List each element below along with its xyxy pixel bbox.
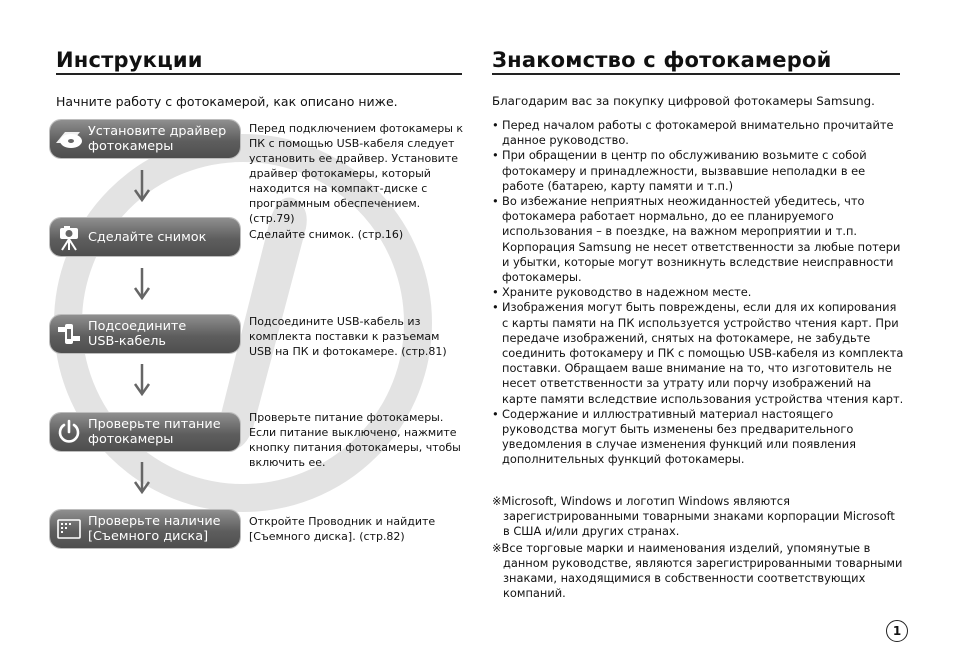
removable-disk-icon (50, 510, 88, 548)
step-connect-usb (50, 315, 240, 353)
right-intro: Благодарим вас за покупку цифровой фотокамеры Samsung. (492, 94, 875, 108)
camera-tripod-icon (50, 218, 88, 256)
step-description: Подсоедините USB-кабель из комплекта поставки к разъемам USB на ПК и фотокамере. (стр.81) (249, 315, 447, 358)
left-title-rule (56, 73, 462, 75)
list-item: • Перед началом работы с фотокамерой внимательно прочитайте данное руководство. (492, 118, 904, 148)
bullet-list (492, 118, 904, 468)
right-title-rule (492, 73, 900, 75)
down-arrow-icon (133, 268, 151, 300)
left-intro: Начните работу с фотокамерой, как описано ниже. (56, 94, 398, 109)
list-item: • Храните руководство в надежном месте. (492, 285, 904, 300)
down-arrow-icon (133, 462, 151, 494)
left-title: Инструкции (56, 48, 203, 72)
list-item: • Содержание и иллюстративный материал настоящего руководства могут быть изменены без предварительного уведомления в случае изменения функций или появления дополнительных функций фотокамеры. (492, 407, 904, 468)
down-arrow-icon (133, 364, 151, 396)
trademark-note: ※Все торговые марки и наименования изделий, упомянутые в данном руководстве, являются зарегистрированными товарными знаками, находящимися в собственности соответствующих компаний. (492, 540, 903, 601)
step-description: Откройте Проводник и найдите [Съемного диска]. (стр.82) (249, 515, 436, 543)
power-icon (50, 413, 88, 451)
step-label: Проверьте питание фотокамеры (88, 417, 221, 447)
down-arrow-icon (133, 170, 151, 202)
step-take-picture (50, 218, 240, 256)
page-number: 1 (886, 620, 908, 642)
step-install-driver (50, 120, 240, 158)
step-check-power (50, 413, 240, 451)
list-item: • Во избежание неприятных неожиданностей убедитесь, что фотокамера работает нормально, до ее планируемого использования – в поездке, на важном мероприятии и т.п. Корпорация Samsung не несет ответственности за любые потери и убытки, которые могут возникнуть вследствие неисправности фотокамеры. (492, 194, 904, 285)
step-check-removable-disk (50, 510, 240, 548)
step-description: Перед подключением фотокамеры к ПК с помощью USB-кабеля следует установить ее драйвер. Установите драйвер фотокамеры, который находится на компакт-диске с программным обеспечением. (стр.79) (249, 122, 464, 225)
trademark-note: ※Microsoft, Windows и логотип Windows являются зарегистрированными товарными знаками корпорации Microsoft в США и/или других странах. (492, 494, 895, 539)
list-item: • Изображения могут быть повреждены, если для их копирования с карты памяти на ПК используется устройство чтения карт. При передаче изображений, снятых на фотокамере, не забудьте соединить фотокамеру и ПК с помощью USB-кабеля из комплекта поставки. Обращаем ваше внимание на то, что изготовитель не несет ответственности за утрату или порчу изображений на карте памяти вследствие использования устройства чтения карт. (492, 300, 904, 406)
step-label: Сделайте снимок (88, 229, 207, 245)
step-description: Сделайте снимок. (стр.16) (249, 228, 404, 241)
right-title: Знакомство с фотокамерой (492, 48, 832, 72)
step-label: Проверьте наличие [Съемного диска] (88, 514, 221, 544)
cd-disc-icon (50, 120, 88, 158)
usb-cable-icon (50, 315, 88, 353)
step-label: Установите драйвер фотокамеры (88, 124, 227, 154)
step-description: Проверьте питание фотокамеры. Если питание выключено, нажмите кнопку питания фотокамеры, чтобы включить ее. (249, 411, 461, 469)
list-item: • При обращении в центр по обслуживанию возьмите с собой фотокамеру и принадлежности, вызвавшие неполадки в ее работе (батарею, карту памяти и т.п.) (492, 148, 904, 194)
trademark-notes (492, 494, 904, 602)
step-label: Подсоедините USB-кабель (88, 319, 187, 349)
